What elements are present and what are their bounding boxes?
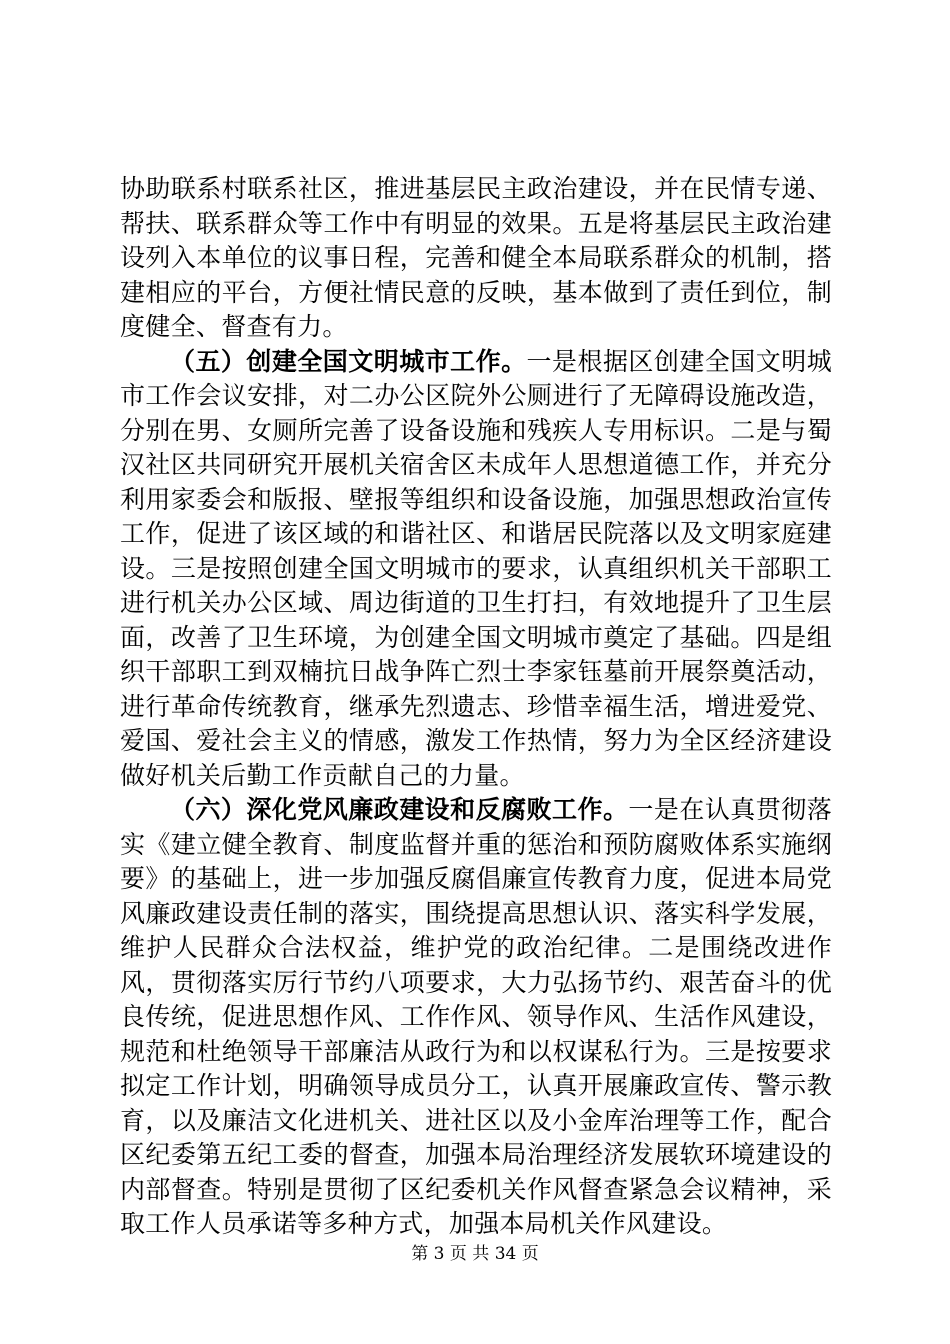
paragraph-text: 一是根据区创建全国文明城市工作会议安排，对二办公区院外公厕进行了无障碍设施改造，分别在男、女厕所完善了设备设施和残疾人专用标识。二是与蜀汉社区共同研究开展机关宿舍区未成年人思想道德工作，并充分利用家委会和版报、壁报等组织和设备设施，加强思想政治宣传工作，促进了该区域的和谐社区、和谐居民院落以及文明家庭建设。三是按照创建全国文明城市的要求，认真组织机关干部职工进行机关办公区域、周边街道的卫生打扫，有效地提升了卫生层面，改善了卫生环境，为创建全国文明城市奠定了基础。四是组织干部职工到双楠抗日战争阵亡烈士李家钰墓前开展祭奠活动，进行革命传统教育，继承先烈遗志、珍惜幸福生活，增进爱党、爱国、爱社会主义的情感，激发工作热情，努力为全区经济建设做好机关后勤工作贡献自己的力量。: [120, 346, 832, 790]
paragraph-section-5: [120, 345, 832, 794]
document-body: [120, 172, 832, 1242]
paragraph-text: 协助联系村联系社区，推进基层民主政治建设，并在民情专递、帮扶、联系群众等工作中有明显的效果。五是将基层民主政治建设列入本单位的议事日程，完善和健全本局联系群众的机制，搭建相应的平台，方便社情民意的反映，基本做到了责任到位，制度健全、督查有力。: [120, 174, 832, 341]
section-heading: （六）深化党风廉政建设和反腐败工作。: [170, 795, 629, 824]
paragraph-section-6: [120, 793, 832, 1242]
page-number: 第 3 页 共 34 页: [411, 1244, 539, 1264]
section-heading: （五）创建全国文明城市工作。: [170, 346, 527, 376]
paragraph-text: 一是在认真贯彻落实《建立健全教育、制度监督并重的惩治和预防腐败体系实施纲要》的基础上，进一步加强反腐倡廉宣传教育力度，促进本局党风廉政建设责任制的落实，围绕提高思想认识、落实科学发展，维护人民群众合法权益，维护党的政治纪律。二是围绕改进作风，贯彻落实厉行节约八项要求，大力弘扬节约、艰苦奋斗的优良传统，促进思想作风、工作作风、领导作风、生活作风建设，规范和杜绝领导干部廉洁从政行为和以权谋私行为。三是按要求拟定工作计划，明确领导成员分工，认真开展廉政宣传、警示教育，以及廉洁文化进机关、进社区以及小金库治理等工作，配合区纪委第五纪工委的督查，加强本局治理经济发展软环境建设的内部督查。特别是贯彻了区纪委机关作风督查紧急会议精神，采取工作人员承诺等多种方式，加强本局机关作风建设。: [120, 795, 832, 1238]
paragraph-continuation: [120, 172, 832, 345]
page-footer: [0, 1243, 950, 1265]
